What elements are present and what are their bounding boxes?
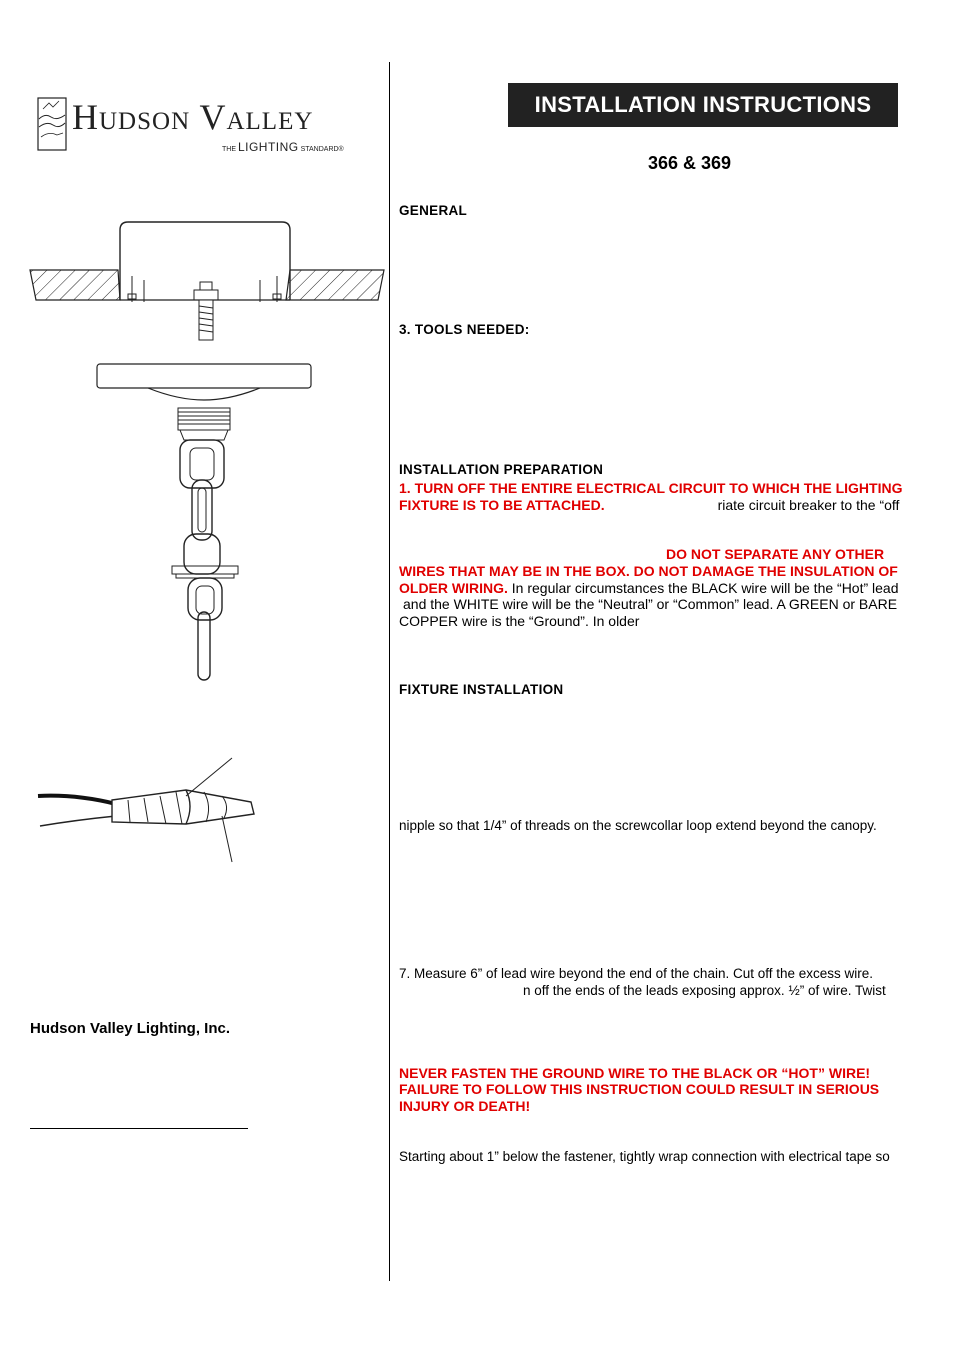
wires-line-5: COPPER wire is the “Ground”. In older: [399, 613, 640, 629]
wires-warning-line-2: WIRES THAT MAY BE IN THE BOX. DO NOT DAMAGE THE INSULATION OF: [399, 563, 898, 579]
section-general: GENERAL: [399, 203, 468, 218]
logo-tagline: THE LIGHTING STANDARD®: [222, 140, 344, 154]
instructions-banner: INSTALLATION INSTRUCTIONS: [508, 83, 898, 127]
fixture-mount-diagram: [28, 218, 388, 688]
wrap-text: Starting about 1” below the fastener, tightly wrap connection with electrical tape so: [399, 1149, 890, 1164]
section-tools: 3. TOOLS NEEDED:: [399, 322, 530, 337]
company-name: Hudson Valley Lighting, Inc.: [30, 1020, 231, 1037]
prep-warning-line-2: FIXTURE IS TO BE ATTACHED. riate circuit breaker to the “off: [399, 497, 900, 513]
wires-line-3: OLDER WIRING. In regular circumstances the BLACK wire will be the “Hot” lead: [399, 580, 899, 596]
logo-wordmark: Hudson Valley: [72, 97, 314, 137]
step7-line-2: n off the ends of the leads exposing approx. ½” of wire. Twist: [523, 983, 886, 998]
model-number: 366 & 369: [648, 153, 732, 173]
section-fixture: FIXTURE INSTALLATION: [399, 682, 564, 697]
wire-wrap-diagram: [36, 756, 266, 866]
ground-warning-line-2: FAILURE TO FOLLOW THIS INSTRUCTION COULD RESULT IN SERIOUS: [399, 1081, 880, 1097]
ground-warning-line-1: NEVER FASTEN THE GROUND WIRE TO THE BLACK OR “HOT” WIRE!: [399, 1065, 871, 1081]
column-divider: [389, 62, 390, 1281]
section-prep: INSTALLATION PREPARATION: [399, 462, 604, 477]
nipple-text: nipple so that 1/4” of threads on the screwcollar loop extend beyond the canopy.: [399, 818, 877, 833]
ground-warning-line-3: INJURY OR DEATH!: [399, 1098, 531, 1114]
wires-line-4: and the WHITE wire will be the “Neutral” or “Common” lead. A GREEN or BARE: [403, 596, 898, 612]
wires-warning-line-1: DO NOT SEPARATE ANY OTHER: [666, 546, 885, 562]
prep-warning-line-1: 1. TURN OFF THE ENTIRE ELECTRICAL CIRCUIT TO WHICH THE LIGHTING: [399, 480, 903, 496]
footer-rule: [30, 1128, 248, 1129]
logo-emblem-icon: [37, 97, 67, 152]
step7-line-1: 7. Measure 6” of lead wire beyond the end of the chain. Cut off the excess wire.: [399, 966, 874, 981]
